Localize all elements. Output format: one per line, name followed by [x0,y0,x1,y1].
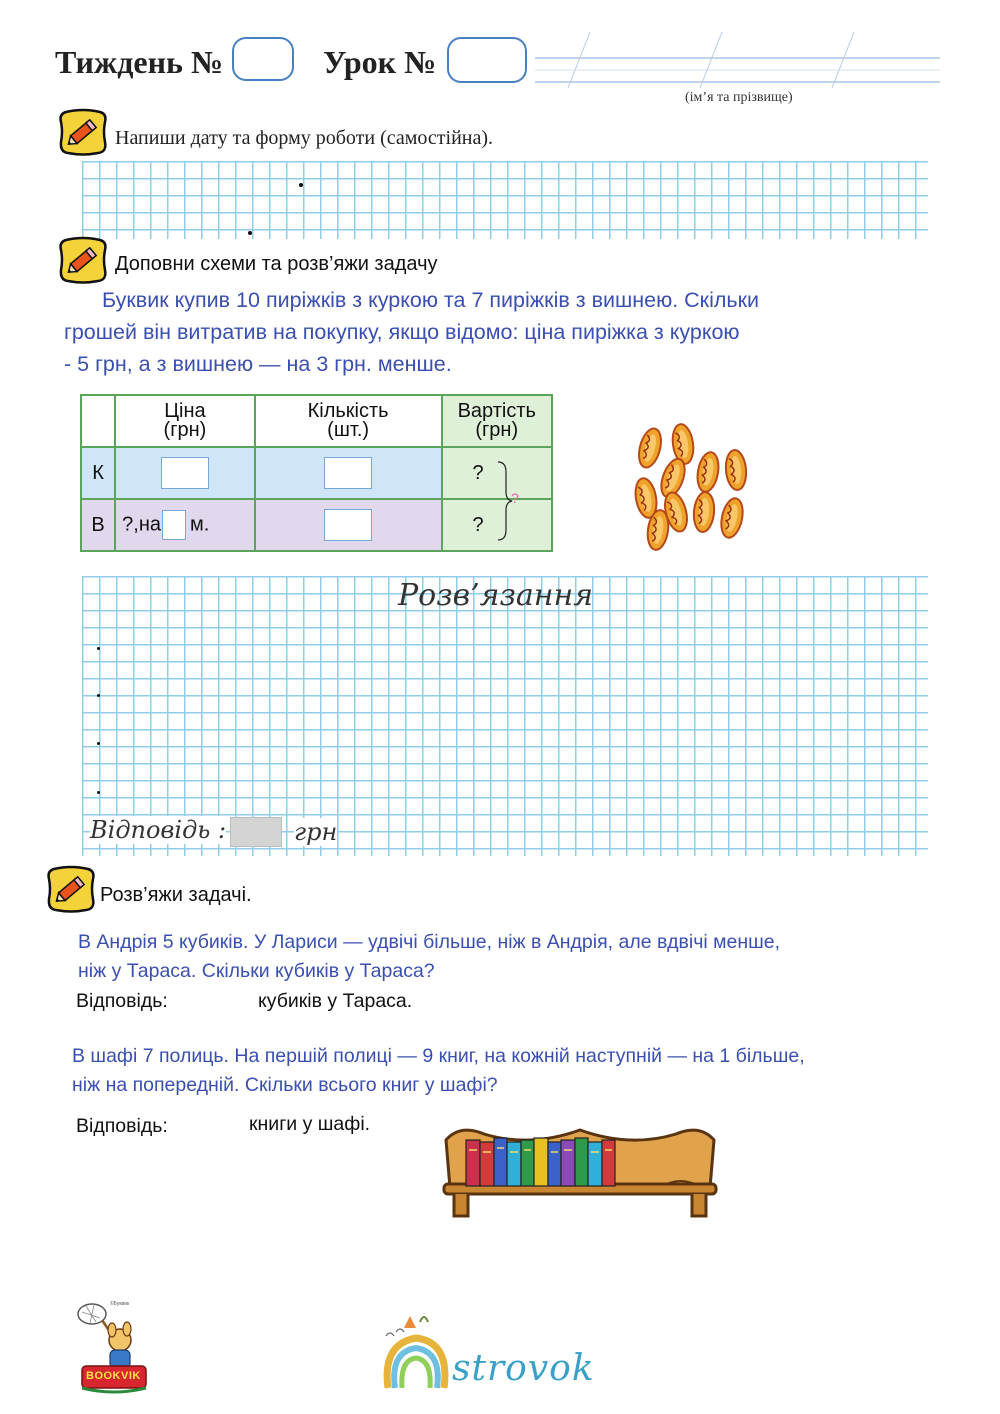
solution-title: Розв’язання [398,578,594,613]
row-label: В [81,499,115,551]
pencil-task-icon [58,108,108,156]
bookvik-logo [64,1300,156,1396]
grid-dot [299,183,303,187]
task3-problem2 [72,1042,805,1100]
solution-writing-grid[interactable] [82,576,928,856]
problem-line: В Андрія 5 кубиків. У Лариси — удвічі більше, ніж в Андрія, але вдвічі менше, [78,931,781,953]
problem-line: грошей він витратив на покупку, якщо відомо: ціна пиріжка з куркою [64,320,740,344]
answer-input[interactable] [230,817,282,847]
price-cell: ?,на м. [115,499,255,551]
header-quantity: Кількість (шт.) [255,395,442,447]
quantity-input[interactable] [324,457,372,489]
quantity-input[interactable] [324,509,372,541]
grid-dot [97,647,100,650]
task1-instruction: Напиши дату та форму роботи (самостійна). [115,127,494,149]
answer2-input[interactable] [192,1110,242,1140]
week-label: Тиждень № [55,44,224,80]
pencil-task-icon [58,236,108,284]
total-question-mark: ? [511,490,519,506]
answer-unit: грн [294,818,338,846]
answer-label: Відповідь : [90,816,227,844]
week-number-input[interactable] [232,37,294,81]
grid-dot [248,231,252,235]
name-writing-lines[interactable] [530,30,942,90]
bookvik-caption: ©Буквик [110,1301,130,1307]
header-cost: Вартість (грн) [442,395,553,447]
task3-instruction: Розв’яжи задачі. [100,884,252,906]
task1-writing-grid[interactable] [82,161,928,239]
ostrovok-logo [380,1308,600,1393]
task2-instruction: Доповни схеми та розв’яжи задачу [115,253,438,275]
bookshelf-illustration [440,1118,720,1220]
table-row-k [81,447,552,499]
bookvik-wordmark: BOOKVIK [86,1370,141,1382]
pies-illustration [628,420,758,555]
scheme-table [80,394,553,552]
answer2-suffix: книги у шафі. [249,1113,371,1135]
header-corner [81,395,115,447]
cost-cell: ? [442,499,553,551]
task2-problem [64,284,759,380]
problem-line: В шафі 7 полиць. На першій полиці — 9 книг, на кожній наступній — на 1 більше, [72,1045,805,1067]
quantity-cell [255,447,442,499]
cost-cell: ? [442,447,553,499]
name-hint: (ім’я та прізвище) [685,90,793,105]
grid-dot [97,742,100,745]
ostrovok-wordmark: strovok [452,1348,595,1389]
answer1-input[interactable] [192,986,250,1016]
row-label: К [81,447,115,499]
pencil-task-icon [46,865,96,913]
table-row-v [81,499,552,551]
price-cell [115,447,255,499]
problem-line: - 5 грн, а з вишнею — на 3 грн. менше. [64,352,452,376]
grid-dot [97,694,100,697]
problem-line: ніж на попередній. Скільки всього книг у шафі? [72,1074,498,1096]
problem-line: Буквик купив 10 пиріжків з куркою та 7 пиріжків з вишнею. Скільки [102,288,760,312]
problem-line: ніж у Тараса. Скільки кубиків у Тараса? [78,960,435,982]
lesson-number-input[interactable] [447,37,527,83]
price-input[interactable] [161,457,209,489]
answer2-label: Відповідь: [76,1115,168,1137]
quantity-cell [255,499,442,551]
answer1-suffix: кубиків у Тараса. [258,990,413,1012]
ostrovok-initial [388,1340,427,1398]
header-price: Ціна (грн) [115,395,255,447]
answer1-label: Відповідь: [76,990,168,1012]
difference-input[interactable] [162,510,186,540]
task3-problem1 [78,928,780,986]
grid-dot [97,791,100,794]
lesson-label: Урок № [323,44,437,80]
